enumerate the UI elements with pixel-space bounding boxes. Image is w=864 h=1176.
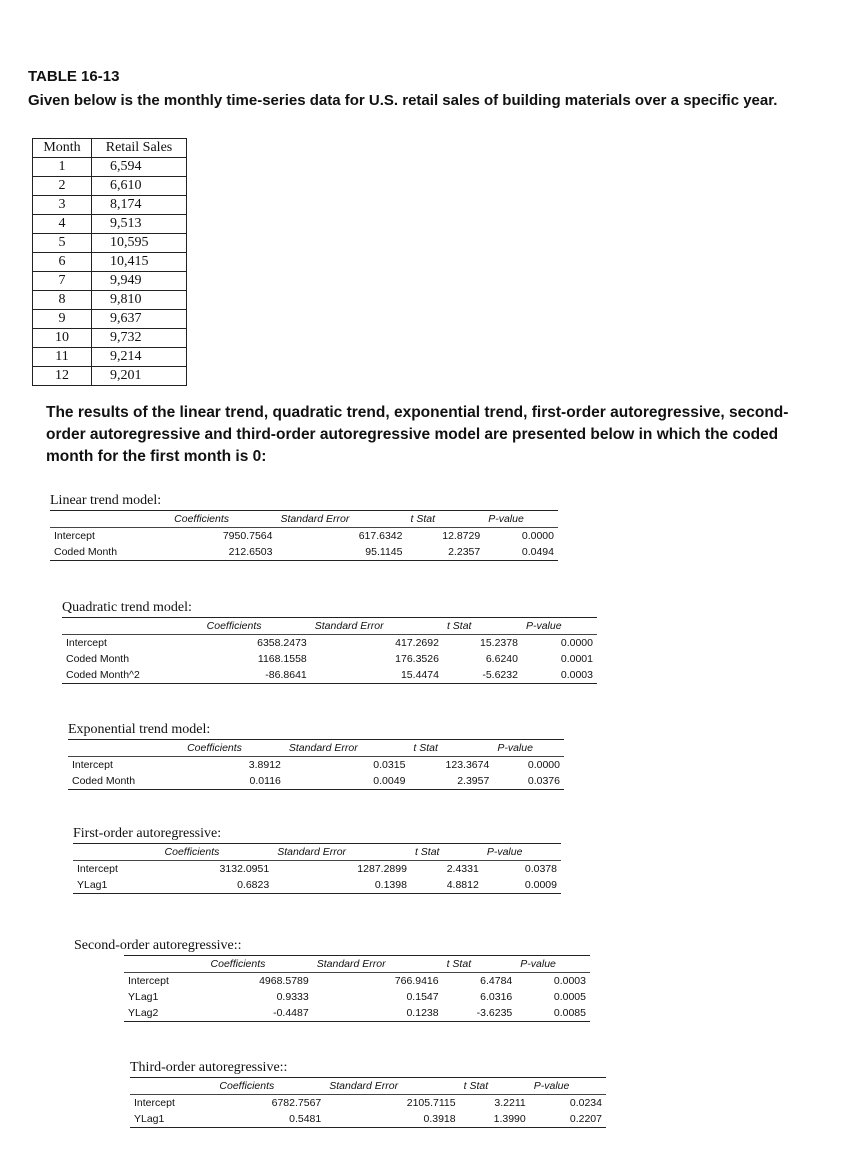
second-order-autoregressive-model (74, 938, 590, 1022)
table-row (73, 877, 561, 894)
row-label: YLag1 (134, 1113, 165, 1125)
regression-table (73, 843, 561, 894)
retail-sales-cell: 9,949 (92, 272, 187, 291)
value-cell: 0.1547 (406, 991, 439, 1003)
table-description: Given below is the monthly time-series data for U.S. retail sales of building materials over a specific year. (28, 92, 778, 109)
column-header: P-value (493, 740, 564, 757)
column-header: P-value (522, 618, 597, 635)
column-header: Coefficients (203, 618, 311, 635)
value-cell: 2.3957 (457, 775, 490, 787)
results-intro: The results of the linear trend, quadratic trend, exponential trend, first-order autoregressive, second-order autoregressive and third-order autoregressive model are presented below in which the coded month for the first month is 0: (46, 404, 789, 465)
table-row (62, 635, 597, 652)
table-row (124, 1005, 590, 1022)
column-header: Standard Error (273, 844, 411, 861)
regression-table (124, 955, 590, 1022)
value-cell: 0.0000 (527, 759, 560, 771)
model-title: Exponential trend model: (68, 722, 211, 737)
table-row (33, 272, 187, 291)
column-header (68, 740, 183, 757)
retail-sales-cell: 6,610 (92, 177, 187, 196)
regression-table (62, 617, 597, 684)
value-cell: 1287.2899 (357, 863, 407, 875)
value-cell: 0.3918 (423, 1113, 456, 1125)
value-cell: 0.1238 (406, 1007, 439, 1019)
value-cell: 6.6240 (485, 653, 518, 665)
value-cell: 176.3526 (395, 653, 439, 665)
column-header: Coefficients (161, 844, 274, 861)
table-row (33, 177, 187, 196)
row-label: Intercept (128, 975, 169, 987)
table-row (124, 989, 590, 1005)
column-header (50, 511, 170, 528)
month-cell: 12 (33, 367, 92, 386)
value-cell: 0.0003 (553, 975, 586, 987)
value-cell: 1.3990 (493, 1113, 526, 1125)
column-header: Coefficients (183, 740, 285, 757)
column-header: P-value (516, 956, 590, 973)
value-cell: 4968.5789 (259, 975, 309, 987)
quadratic-trend-model (62, 600, 597, 684)
model-title: Linear trend model: (50, 493, 162, 508)
value-cell: 3132.0951 (219, 863, 270, 875)
first-order-autoregressive-model (73, 826, 561, 894)
table-title: TABLE 16-13 (28, 68, 120, 85)
month-cell: 7 (33, 272, 92, 291)
value-cell: 123.3674 (445, 759, 490, 771)
value-cell: 417.2692 (395, 637, 439, 649)
value-cell: 0.6823 (237, 879, 270, 891)
retail-sales-cell: 6,594 (92, 158, 187, 177)
table-row (73, 861, 561, 878)
value-cell: 15.4474 (400, 669, 439, 681)
value-cell: 0.0049 (373, 775, 406, 787)
column-header: t Stat (411, 844, 483, 861)
month-cell: 11 (33, 348, 92, 367)
month-cell: 3 (33, 196, 92, 215)
row-label: Intercept (77, 863, 118, 875)
retail-sales-cell: 9,214 (92, 348, 187, 367)
retail-sales-cell: 9,732 (92, 329, 187, 348)
value-cell: 0.0001 (560, 653, 593, 665)
value-cell: 0.0315 (373, 759, 406, 771)
row-label: YLag2 (128, 1007, 159, 1019)
column-header: t Stat (443, 956, 517, 973)
column-header: Coefficients (215, 1078, 325, 1095)
column-header: t Stat (409, 740, 493, 757)
table-row (62, 667, 597, 684)
column-header (73, 844, 161, 861)
table-row (33, 253, 187, 272)
value-cell: 0.0085 (553, 1007, 586, 1019)
row-label: Coded Month (66, 653, 130, 665)
value-cell: 12.8729 (442, 530, 481, 542)
retail-sales-cell: 9,513 (92, 215, 187, 234)
regression-table (130, 1077, 606, 1128)
value-cell: 15.2378 (480, 637, 518, 649)
month-header: Month (33, 139, 92, 158)
month-cell: 10 (33, 329, 92, 348)
model-title: Quadratic trend model: (62, 600, 192, 615)
table-row (68, 757, 564, 774)
column-header: t Stat (406, 511, 484, 528)
value-cell: 0.0234 (569, 1097, 602, 1109)
row-label: Intercept (54, 530, 95, 542)
month-cell: 1 (33, 158, 92, 177)
exponential-trend-model (68, 722, 564, 790)
retail-sales-cell: 10,415 (92, 253, 187, 272)
retail-sales-cell: 9,637 (92, 310, 187, 329)
value-cell: 0.5481 (289, 1113, 322, 1125)
table-row (130, 1095, 606, 1112)
table-row (33, 234, 187, 253)
row-label: Coded Month^2 (66, 669, 140, 681)
month-cell: 9 (33, 310, 92, 329)
value-cell: 0.0494 (521, 546, 554, 558)
value-cell: 766.9416 (394, 975, 439, 987)
value-cell: 617.6342 (358, 530, 403, 542)
row-label: Intercept (72, 759, 113, 771)
value-cell: 1168.1558 (257, 653, 307, 665)
row-label: Coded Month (54, 546, 118, 558)
value-cell: -0.4487 (273, 1007, 309, 1019)
regression-table (50, 510, 558, 561)
value-cell: 6.0316 (480, 991, 513, 1003)
value-cell: 0.0116 (249, 775, 281, 787)
value-cell: 3.2211 (494, 1097, 526, 1109)
value-cell: 7950.7564 (222, 530, 273, 542)
column-header (124, 956, 207, 973)
table-row (33, 367, 187, 386)
table-row (33, 158, 187, 177)
value-cell: 0.0005 (553, 991, 586, 1003)
value-cell: 0.0376 (527, 775, 560, 787)
value-cell: 6.4784 (480, 975, 513, 987)
retail-sales-header: Retail Sales (92, 139, 187, 158)
table-row (33, 310, 187, 329)
value-cell: 0.9333 (276, 991, 309, 1003)
value-cell: 6358.2473 (257, 637, 307, 649)
third-order-autoregressive-model (130, 1060, 606, 1128)
column-header: Standard Error (311, 618, 443, 635)
column-header: t Stat (460, 1078, 530, 1095)
table-row (68, 773, 564, 790)
table-row (50, 544, 558, 561)
month-cell: 8 (33, 291, 92, 310)
column-header: Coefficients (170, 511, 276, 528)
linear-trend-model (50, 493, 558, 561)
column-header (62, 618, 203, 635)
value-cell: 212.6503 (228, 546, 273, 558)
value-cell: 0.0378 (524, 863, 557, 875)
table-row (33, 291, 187, 310)
column-header: t Stat (443, 618, 522, 635)
row-label: Coded Month (72, 775, 136, 787)
table-row (33, 196, 187, 215)
value-cell: -5.6232 (482, 669, 518, 681)
month-cell: 6 (33, 253, 92, 272)
column-header: Coefficients (207, 956, 313, 973)
retail-sales-cell: 9,810 (92, 291, 187, 310)
column-header: Standard Error (276, 511, 406, 528)
value-cell: 2.2357 (448, 546, 481, 558)
column-header: P-value (530, 1078, 606, 1095)
value-cell: 0.0003 (560, 669, 593, 681)
table-row (50, 528, 558, 545)
model-title: Third-order autoregressive:: (130, 1060, 288, 1075)
value-cell: 0.0000 (521, 530, 554, 542)
value-cell: 2.4331 (446, 863, 479, 875)
table-row (62, 651, 597, 667)
table-row (33, 215, 187, 234)
value-cell: 95.1145 (365, 546, 403, 558)
value-cell: -86.8641 (265, 669, 307, 681)
table-row (124, 973, 590, 990)
value-cell: 0.1398 (374, 879, 407, 891)
model-title: First-order autoregressive: (73, 826, 222, 841)
column-header: Standard Error (313, 956, 443, 973)
value-cell: 4.8812 (446, 879, 479, 891)
month-cell: 2 (33, 177, 92, 196)
model-title: Second-order autoregressive:: (74, 938, 242, 953)
retail-sales-cell: 10,595 (92, 234, 187, 253)
month-cell: 4 (33, 215, 92, 234)
column-header: P-value (484, 511, 558, 528)
retail-sales-table (32, 138, 187, 386)
column-header (130, 1078, 215, 1095)
retail-sales-cell: 9,201 (92, 367, 187, 386)
value-cell: 6782.7567 (271, 1097, 322, 1109)
column-header: P-value (483, 844, 561, 861)
value-cell: 3.8912 (248, 759, 281, 771)
column-header: Standard Error (325, 1078, 459, 1095)
month-cell: 5 (33, 234, 92, 253)
value-cell: 0.0009 (524, 879, 557, 891)
table-row (33, 329, 187, 348)
value-cell: 0.2207 (569, 1113, 602, 1125)
table-row (33, 348, 187, 367)
value-cell: 2105.7115 (406, 1097, 456, 1109)
retail-sales-cell: 8,174 (92, 196, 187, 215)
regression-table (68, 739, 564, 790)
row-label: YLag1 (128, 991, 159, 1003)
table-row (130, 1111, 606, 1128)
value-cell: 0.0000 (560, 637, 593, 649)
row-label: Intercept (66, 637, 107, 649)
row-label: Intercept (134, 1097, 175, 1109)
row-label: YLag1 (77, 879, 108, 891)
value-cell: -3.6235 (476, 1007, 513, 1019)
column-header: Standard Error (285, 740, 410, 757)
